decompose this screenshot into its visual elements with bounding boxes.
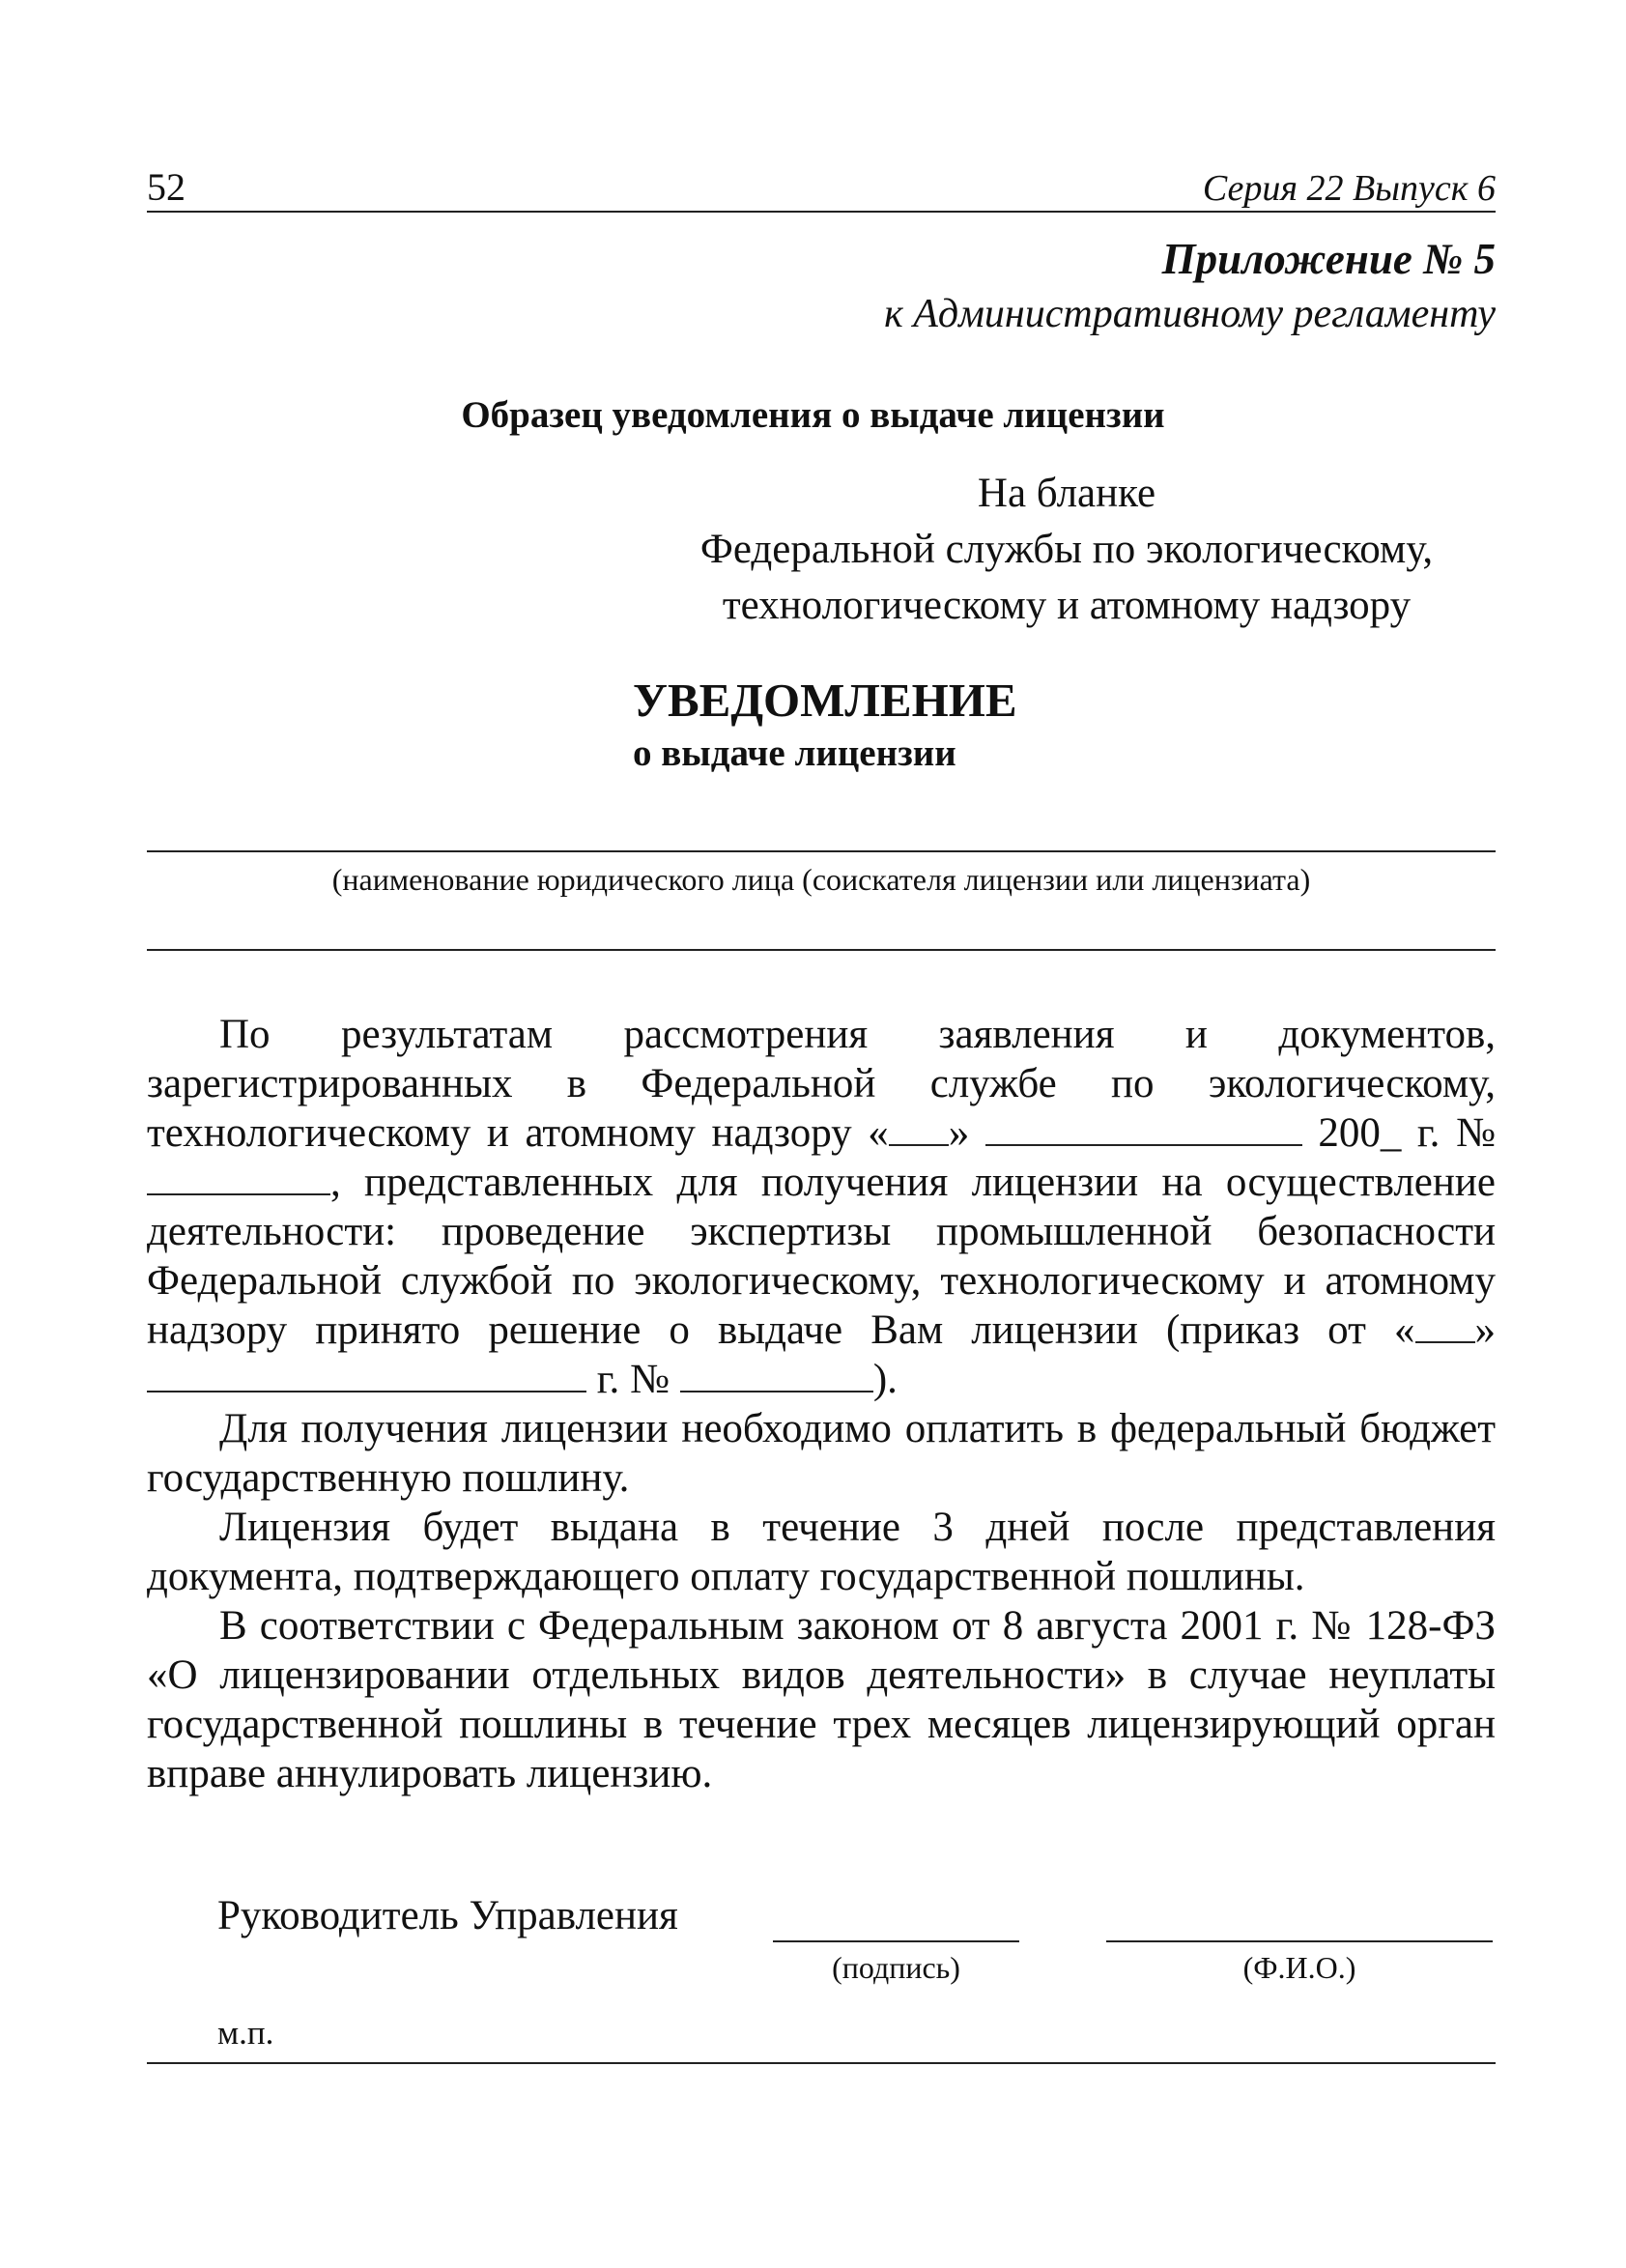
paragraph-payment: Для получения лицензии необходимо оплатить в федеральный бюджет государственную пошлину. — [147, 1406, 1496, 1501]
stamp-place-label: м.п. — [217, 2014, 274, 2052]
bottom-rule — [147, 2062, 1496, 2064]
letterhead-line-3: технологическому и атомному надзору — [722, 583, 1412, 628]
paragraph-decision — [147, 1010, 1496, 1404]
order-month-blank — [147, 1358, 586, 1392]
running-header — [147, 166, 1496, 213]
paragraph-1-part-5: » — [1474, 1307, 1496, 1353]
paragraph-1-part-3: 200_ г. № — [1301, 1110, 1496, 1156]
entity-name-line-2 — [147, 949, 1496, 951]
notice-body — [147, 1010, 1496, 1798]
signatory-role: Руководитель Управления — [217, 1893, 678, 1938]
paragraph-1-part-6: г. № — [586, 1357, 680, 1402]
registration-day-blank — [889, 1111, 949, 1146]
notice-title: УВЕДОМЛЕНИЕ — [633, 674, 1017, 727]
letterhead-note — [638, 466, 1496, 634]
letterhead-line-2: Федеральной службы по экологическому, — [699, 527, 1434, 572]
appendix-title: Приложение № 5 — [1161, 235, 1496, 283]
paragraph-law: В соответствии с Федеральным законом от 8 августа 2001 г. № 128-ФЗ «О лицензировании отдельных видов деятельности» в случае неуплаты государственной пошлины в течение трех месяцев лицензирующий орган вправе аннулировать лицензию. — [147, 1603, 1496, 1796]
signature-line — [773, 1940, 1019, 1942]
letterhead-line-1: На бланке — [977, 471, 1156, 516]
signature-caption: (подпись) — [832, 1950, 960, 1985]
appendix-subtitle: к Административному регламенту — [884, 292, 1496, 336]
paragraph-1-part-1: По результатам рассмотрения заявления и документов, зарегистрированных в Федеральной службе по экологическому, технологическому и атомному надзору « — [147, 1012, 1496, 1156]
full-name-line — [1106, 1940, 1493, 1942]
order-number-blank — [680, 1358, 873, 1392]
paragraph-issue-term: Лицензия будет выдана в течение 3 дней после представления документа, подтверждающего оплату государственной пошлины. — [147, 1505, 1496, 1599]
registration-month-blank — [985, 1111, 1302, 1146]
sample-title: Образец уведомления о выдаче лицензии — [461, 394, 1165, 436]
full-name-caption: (Ф.И.О.) — [1242, 1950, 1356, 1985]
entity-name-caption: (наименование юридического лица (соискателя лицензии или лицензиата) — [331, 862, 1311, 897]
notice-subtitle: о выдаче лицензии — [633, 732, 956, 774]
series-label: Серия 22 Выпуск 6 — [1202, 168, 1496, 209]
entity-name-line — [147, 850, 1496, 852]
registration-number-blank — [147, 1161, 330, 1195]
appendix-block — [884, 232, 1496, 342]
page-number: 52 — [147, 165, 185, 209]
paragraph-1-part-4: , представленных для получения лицензии на осуществление деятельности: проведение экспертизы промышленной безопасности Федеральной службой по экологическому, технологическому и атомному надзору принято решение о выдаче Вам лицензии (приказ от « — [147, 1160, 1496, 1353]
order-day-blank — [1415, 1308, 1475, 1343]
paragraph-1-part-7: ). — [872, 1357, 898, 1402]
paragraph-1-part-2: » — [948, 1110, 985, 1156]
